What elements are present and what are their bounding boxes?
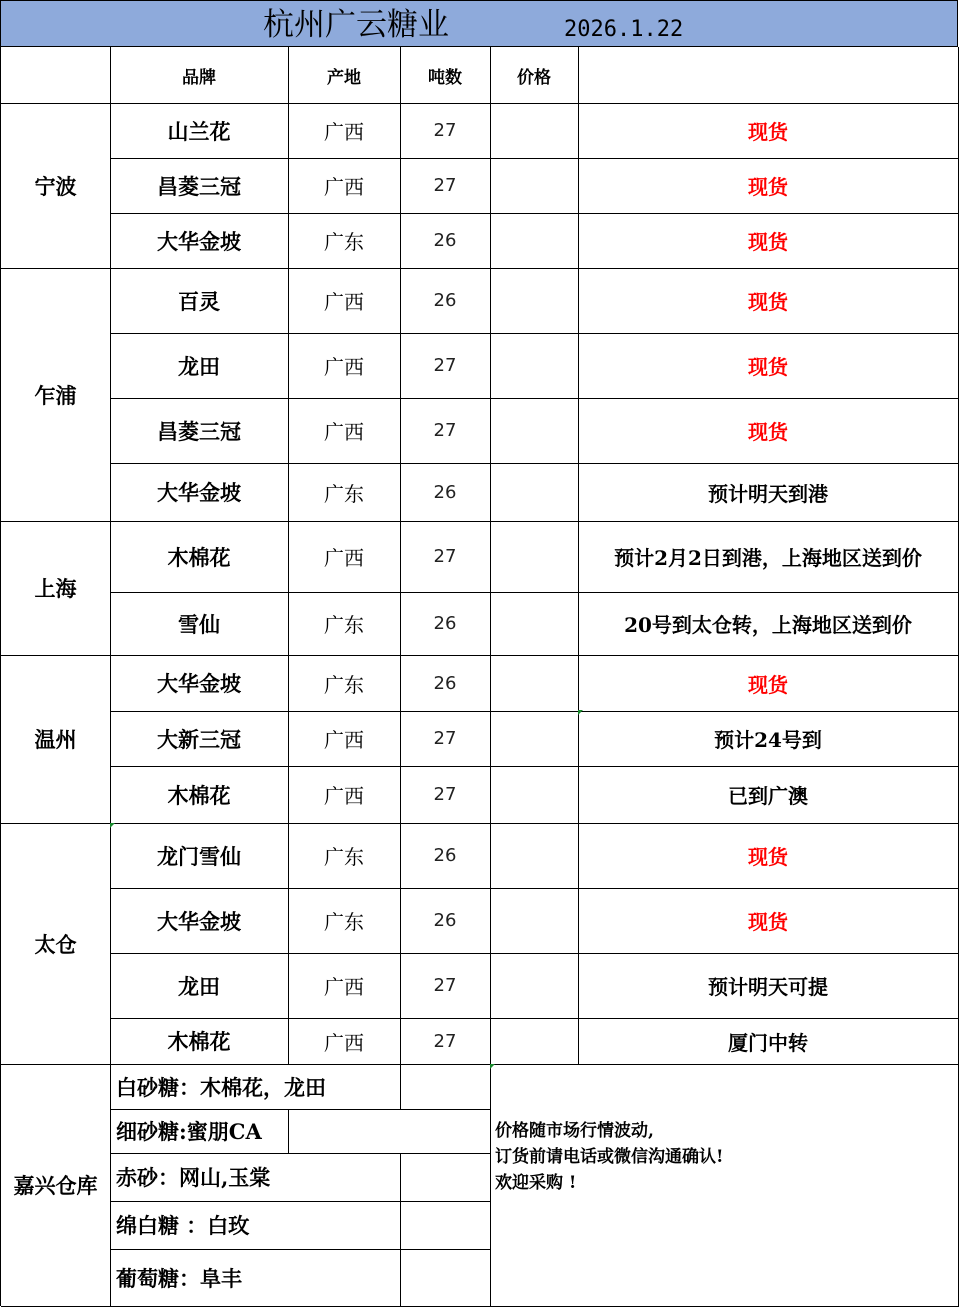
brand-cell[interactable]: 大华金坡 xyxy=(110,888,289,954)
price-cell[interactable] xyxy=(490,521,579,593)
brand-cell[interactable]: 大华金坡 xyxy=(110,463,289,522)
origin-cell[interactable]: 广西 xyxy=(288,103,401,159)
brand-cell[interactable]: 雪仙 xyxy=(110,592,289,656)
brand-cell[interactable]: 山兰花 xyxy=(110,103,289,159)
origin-cell[interactable]: 广东 xyxy=(288,213,401,269)
status-cell[interactable]: 预计2月2日到港，上海地区送到价 xyxy=(578,521,959,593)
brand-cell[interactable]: 龙门雪仙 xyxy=(110,823,289,889)
status-cell[interactable]: 已到广澳 xyxy=(578,766,959,824)
price-cell[interactable] xyxy=(490,158,579,214)
header-tons[interactable]: 吨数 xyxy=(400,47,491,104)
tons-cell[interactable]: 27 xyxy=(400,521,491,593)
price-cell[interactable] xyxy=(490,213,579,269)
company-title: 杭州广云糖业 xyxy=(263,7,449,43)
brand-cell[interactable]: 龙田 xyxy=(110,953,289,1019)
brand-cell[interactable]: 昌菱三冠 xyxy=(110,398,289,464)
tons-cell[interactable]: 26 xyxy=(400,268,491,334)
note-line: 欢迎采购 ! xyxy=(495,1173,577,1193)
tons-cell[interactable]: 27 xyxy=(400,333,491,399)
warehouse-item[interactable]: 赤砂：网山,玉棠 xyxy=(110,1153,401,1202)
origin-cell[interactable]: 广东 xyxy=(288,592,401,656)
warehouse-city[interactable]: 嘉兴仓库 xyxy=(1,1064,111,1307)
status-cell[interactable]: 预计明天到港 xyxy=(578,463,959,522)
tons-cell[interactable]: 26 xyxy=(400,823,491,889)
warehouse-item[interactable]: 绵白糖 ：白玫 xyxy=(110,1201,401,1250)
brand-cell[interactable]: 木棉花 xyxy=(110,521,289,593)
origin-cell[interactable]: 广西 xyxy=(288,398,401,464)
tons-cell[interactable]: 26 xyxy=(400,463,491,522)
price-date: 2026.1.22 xyxy=(564,17,684,42)
price-cell[interactable] xyxy=(490,398,579,464)
brand-cell[interactable]: 龙田 xyxy=(110,333,289,399)
price-cell[interactable] xyxy=(490,655,579,712)
price-cell[interactable] xyxy=(490,333,579,399)
price-cell[interactable] xyxy=(490,1018,579,1065)
warehouse-item-blank[interactable] xyxy=(400,1064,491,1110)
region-city[interactable]: 宁波 xyxy=(1,103,111,269)
origin-cell[interactable]: 广西 xyxy=(288,711,401,767)
warehouse-item[interactable]: 白砂糖：木棉花，龙田 xyxy=(110,1064,401,1110)
region-city[interactable]: 上海 xyxy=(1,521,111,656)
brand-cell[interactable]: 大新三冠 xyxy=(110,711,289,767)
status-cell[interactable]: 现货 xyxy=(578,103,959,159)
cell-comment-marker xyxy=(110,823,115,828)
warehouse-item[interactable]: 细砂糖:蜜朋CA xyxy=(110,1109,289,1154)
header-blank[interactable] xyxy=(1,47,111,104)
status-cell[interactable]: 现货 xyxy=(578,398,959,464)
price-cell[interactable] xyxy=(490,268,579,334)
tons-cell[interactable]: 27 xyxy=(400,711,491,767)
price-cell[interactable] xyxy=(490,823,579,889)
origin-cell[interactable]: 广西 xyxy=(288,268,401,334)
header-origin[interactable]: 产地 xyxy=(288,47,401,104)
note-line: 订货前请电话或微信沟通确认! xyxy=(495,1147,724,1167)
status-cell[interactable]: 现货 xyxy=(578,158,959,214)
header-brand[interactable]: 品牌 xyxy=(110,47,289,104)
region-city[interactable]: 温州 xyxy=(1,655,111,824)
tons-cell[interactable]: 27 xyxy=(400,103,491,159)
warehouse-item-blank[interactable] xyxy=(400,1153,491,1202)
warehouse-item[interactable]: 葡萄糖：阜丰 xyxy=(110,1249,401,1307)
origin-cell[interactable]: 广东 xyxy=(288,823,401,889)
status-cell[interactable]: 20号到太仓转，上海地区送到价 xyxy=(578,592,959,656)
price-cell[interactable] xyxy=(490,103,579,159)
tons-cell[interactable]: 27 xyxy=(400,1018,491,1065)
status-cell[interactable]: 现货 xyxy=(578,823,959,889)
tons-cell[interactable]: 27 xyxy=(400,398,491,464)
tons-cell[interactable]: 26 xyxy=(400,888,491,954)
status-cell[interactable]: 预计24号到 xyxy=(578,711,959,767)
brand-cell[interactable]: 大华金坡 xyxy=(110,655,289,712)
header-status[interactable] xyxy=(578,47,959,104)
tons-cell[interactable]: 26 xyxy=(400,592,491,656)
status-cell[interactable]: 现货 xyxy=(578,268,959,334)
status-cell[interactable]: 现货 xyxy=(578,333,959,399)
price-cell[interactable] xyxy=(490,592,579,656)
price-cell[interactable] xyxy=(490,888,579,954)
brand-cell[interactable]: 大华金坡 xyxy=(110,213,289,269)
status-cell[interactable]: 现货 xyxy=(578,655,959,712)
status-cell[interactable]: 厦门中转 xyxy=(578,1018,959,1065)
price-notes xyxy=(495,1118,723,1196)
price-cell[interactable] xyxy=(490,766,579,824)
origin-cell[interactable]: 广西 xyxy=(288,766,401,824)
origin-cell[interactable]: 广西 xyxy=(288,953,401,1019)
brand-cell[interactable]: 百灵 xyxy=(110,268,289,334)
warehouse-item-blank[interactable] xyxy=(400,1201,491,1250)
brand-cell[interactable]: 木棉花 xyxy=(110,1018,289,1065)
warehouse-item-blank[interactable] xyxy=(400,1249,491,1307)
tons-cell[interactable]: 26 xyxy=(400,213,491,269)
warehouse-item-blank[interactable] xyxy=(288,1109,491,1154)
cell-comment-marker xyxy=(578,710,583,715)
origin-cell[interactable]: 广西 xyxy=(288,333,401,399)
price-cell[interactable] xyxy=(490,711,579,767)
brand-cell[interactable]: 木棉花 xyxy=(110,766,289,824)
header-price[interactable]: 价格 xyxy=(490,47,579,104)
brand-cell[interactable]: 昌菱三冠 xyxy=(110,158,289,214)
price-cell[interactable] xyxy=(490,463,579,522)
tons-cell[interactable]: 27 xyxy=(400,953,491,1019)
origin-cell[interactable]: 广西 xyxy=(288,1018,401,1065)
origin-cell[interactable]: 广西 xyxy=(288,521,401,593)
region-city[interactable]: 太仓 xyxy=(1,823,111,1065)
origin-cell[interactable]: 广东 xyxy=(288,463,401,522)
tons-cell[interactable]: 27 xyxy=(400,158,491,214)
cell-comment-marker xyxy=(490,1064,495,1069)
tons-cell[interactable]: 26 xyxy=(400,655,491,712)
note-line: 价格随市场行情波动, xyxy=(495,1121,654,1141)
status-cell[interactable]: 现货 xyxy=(578,213,959,269)
title-bar xyxy=(0,0,958,47)
tons-cell[interactable]: 27 xyxy=(400,766,491,824)
price-cell[interactable] xyxy=(490,953,579,1019)
status-cell[interactable]: 预计明天可提 xyxy=(578,953,959,1019)
region-city[interactable]: 乍浦 xyxy=(1,268,111,522)
status-cell[interactable]: 现货 xyxy=(578,888,959,954)
origin-cell[interactable]: 广西 xyxy=(288,158,401,214)
origin-cell[interactable]: 广东 xyxy=(288,888,401,954)
origin-cell[interactable]: 广东 xyxy=(288,655,401,712)
